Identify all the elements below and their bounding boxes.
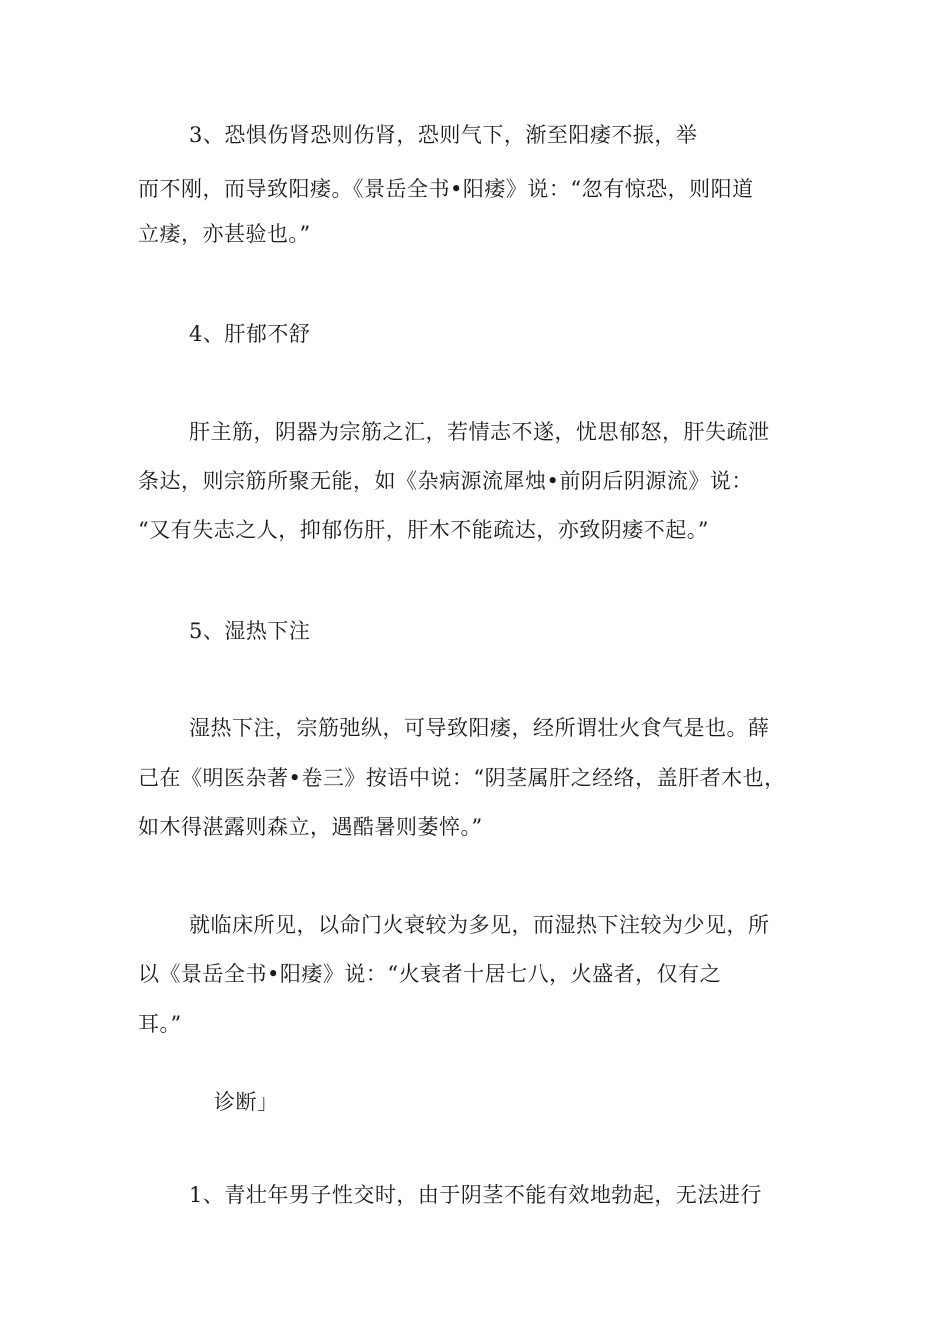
section-heading-diagnosis: 诊断」: [214, 1090, 279, 1114]
paragraph-line: 湿热下注，宗筋弛纵，可导致阳痿，经所谓壮火食气是也。薛: [189, 716, 770, 740]
paragraph-line: 条达，则宗筋所聚无能，如《杂病源流犀烛•前阴后阴源流》说：: [138, 469, 753, 493]
paragraph-line: 以《景岳全书•阳痿》说：“火衰者十居七八，火盛者，仅有之: [138, 962, 722, 986]
paragraph-line: 耳。”: [138, 1012, 182, 1036]
paragraph-line: 就临床所见，以命门火衰较为多见，而湿热下注较为少见，所: [189, 913, 770, 937]
paragraph-line: 1、青壮年男子性交时，由于阴茎不能有效地勃起，无法进行: [189, 1183, 762, 1207]
paragraph-line: 如木得湛露则森立，遇酷暑则萎悴。”: [138, 815, 483, 839]
paragraph-line: 而不刚，而导致阳痿。《景岳全书•阳痿》说：“忽有惊恐，则阳道: [138, 177, 754, 201]
heading-liver-stagnation: 4、肝郁不舒: [189, 322, 311, 346]
paragraph-line: 肝主筋，阴器为宗筋之汇，若情志不遂，忧思郁怒，肝失疏泄: [189, 420, 770, 444]
heading-fear-kidney: 3、恐惧伤肾恐则伤肾，恐则气下，渐至阳痿不振，举: [189, 123, 698, 147]
paragraph-line: 己在《明医杂著•卷三》按语中说：“阴茎属肝之经络，盖肝者木也，: [138, 766, 786, 790]
heading-damp-heat: 5、湿热下注: [189, 619, 311, 643]
paragraph-line: “又有失志之人，抑郁伤肝，肝木不能疏达，亦致阴痿不起。”: [138, 518, 709, 542]
paragraph-line: 立痿，亦甚验也。”: [138, 222, 311, 246]
